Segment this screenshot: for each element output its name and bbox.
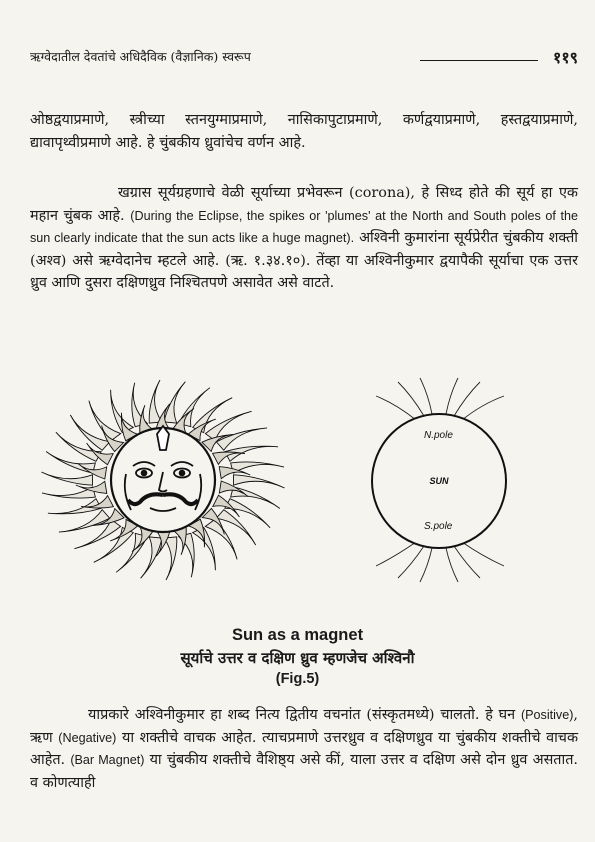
running-header (30, 48, 578, 70)
sun-ray (41, 472, 92, 485)
sun-label: SUN (429, 476, 449, 486)
figure-number: (Fig.5) (275, 671, 320, 687)
sun-ray (149, 380, 162, 423)
paragraph-3 (30, 704, 578, 794)
south-pole-label: S.pole (424, 521, 453, 532)
sun-magnet-diagram (364, 374, 514, 586)
paragraph-3-text-b: , ऋण (30, 707, 578, 746)
paragraph-2-text-a: खग्रास सूर्यग्रहणाचे वेळी सूर्याच्या प्रभेवरून (corona), हे सिध्द होते की सूर्य हा एक महान चुंबक आहे. (30, 185, 578, 224)
caption-marathi: सूर्याचे उत्तर व दक्षिण ध्रुव म्हणजेच अश्विनौ (180, 649, 415, 667)
sun-face-illustration (36, 374, 290, 586)
paragraph-3-text-a: याप्रकारे अश्विनीकुमार हा शब्द नित्य द्वितीय वचनांत (संस्कृतमध्ये) चालतो. हे घन (88, 707, 516, 723)
sun-ray (164, 537, 177, 580)
paragraph-2-english: (During the Eclipse, the spikes or 'plumes' at the North and South poles of the sun clearly indicate that the sun acts like a huge magnet). (30, 208, 578, 245)
paragraph-2 (30, 182, 578, 295)
north-pole-label: N.pole (424, 430, 453, 441)
sun-ray (234, 475, 285, 488)
paragraph-2-text-b: अश्विनी कुमारांना सूर्यप्रेरीत चुंबकीय शक्ती (अश्व) असे ऋग्वेदानेच म्हटले आहे. (ऋ. १.३४.१०). तेंव्हा या अश्विनीकुमार द्वयापैकी सूर्याचा एक उत्तर ध्रुव आणि दुसरा दक्षिणध्रुव निश्चितपणे असावेत असे वाटते. (30, 230, 579, 291)
page-number: ११९ (553, 48, 578, 67)
sun-ray (225, 499, 270, 528)
paragraph-3-text-d: या चुंबकीय शक्तीचे वैशिष्ठ्य असे कीं, याला उत्तर व दक्षिण असे दोन ध्रुव असतात. व कोणत्याही (30, 752, 578, 791)
caption-english: Sun as a magnet (231, 626, 364, 644)
header-title: ऋग्वेदातील देवतांचे अधिदैविक (वैज्ञानिक) स्वरूप (30, 49, 251, 64)
positive-term: (Positive) (520, 708, 574, 722)
header-rule (420, 60, 538, 61)
negative-term: (Negative) (58, 730, 117, 745)
paragraph-1: ओष्ठद्वयाप्रमाणे, स्त्रीच्या स्तनयुग्माप्रमाणे, नासिकापुटाप्रमाणे, कर्णद्वयाप्रमाणे, हस्तद्वयाप्रमाणे, द्यावापृथ्वीप्रमाणे आहे. हे चुंबकीय ध्रुवांचेच वर्णन आहे. (30, 112, 578, 151)
bar-magnet-term: (Bar Magnet) (70, 753, 145, 767)
sun-ray (56, 432, 101, 461)
paragraph-3-text-c: या शक्तीचे वाचक आहेत. त्याचप्रमाणे उत्तरध्रुव व दक्षिणध्रुव या चुंबकीय शक्तीचे वाचक आहेत. (30, 729, 578, 768)
